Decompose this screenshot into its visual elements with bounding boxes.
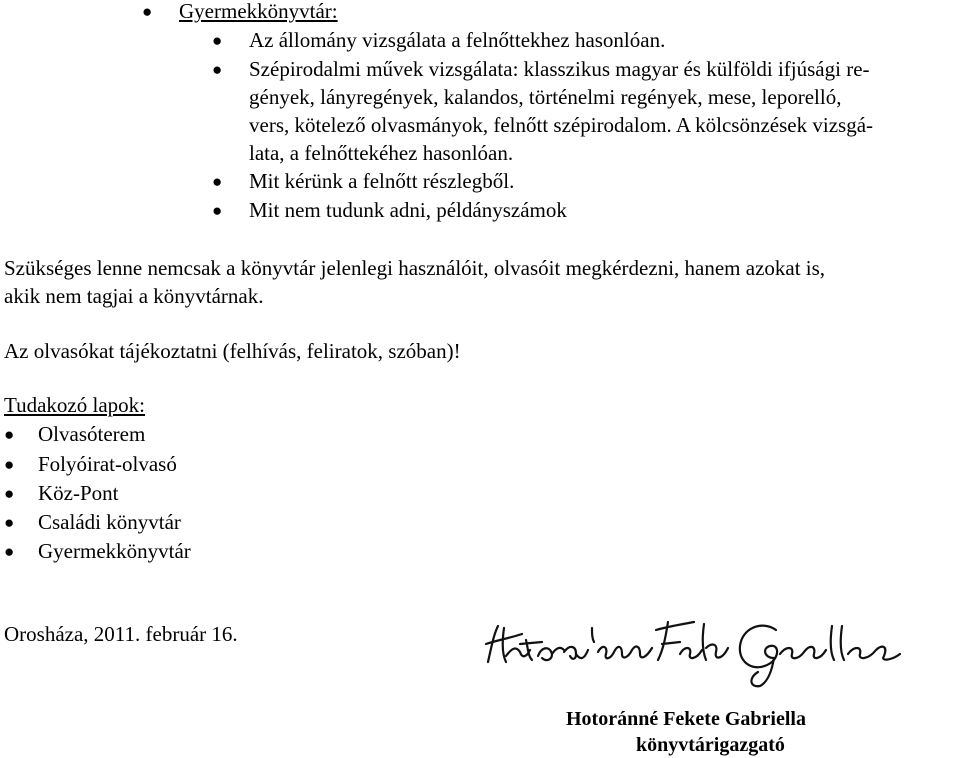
list-item-line: lata, a felnőttekéhez hasonlóan.: [249, 141, 514, 165]
bullet-icon: ●: [212, 201, 223, 220]
bullet-icon: ●: [142, 2, 153, 21]
list-item: Köz-Pont: [38, 481, 119, 505]
list-item: Gyermekkönyvtár: [38, 539, 191, 563]
list-item: Családi könyvtár: [38, 510, 181, 534]
bullet-icon: ●: [4, 513, 15, 532]
list-item-line: vers, kötelező olvasmányok, felnőtt szépirodalom. A kölcsönzések vizsgá-: [249, 113, 874, 137]
list-item: Az állomány vizsgálata a felnőttekhez hasonlóan.: [249, 28, 666, 52]
paragraph-line: Az olvasókat tájékoztatni (felhívás, feliratok, szóban)!: [4, 339, 461, 363]
bullet-icon: ●: [212, 60, 223, 79]
bullet-icon: ●: [4, 425, 15, 444]
bullet-icon: ●: [4, 484, 15, 503]
paragraph-line: Szükséges lenne nemcsak a könyvtár jelenlegi használóit, olvasóit megkérdezni, hanem azokat is,: [4, 256, 826, 280]
list-item: Folyóirat-olvasó: [38, 452, 177, 476]
list-item: Olvasóterem: [38, 422, 146, 446]
signer-name: Hotoránné Fekete Gabriella: [566, 708, 806, 730]
bullet-icon: ●: [212, 31, 223, 50]
list-item-line: gények, lányregények, kalandos, történelmi regények, mese, leporelló,: [249, 85, 842, 109]
bullet-icon: ●: [212, 172, 223, 191]
list-item-line: Szépirodalmi művek vizsgálata: klasszikus magyar és külföldi ifjúsági re-: [249, 57, 870, 81]
bullet-icon: ●: [4, 455, 15, 474]
section-title-tudakozo: Tudakozó lapok:: [4, 393, 145, 417]
list-item: Mit nem tudunk adni, példányszámok: [249, 198, 567, 222]
section-title-gyermekkonyvtar: Gyermekkönyvtár:: [179, 0, 338, 23]
signer-title: könyvtárigazgató: [636, 734, 785, 756]
handwritten-signature: [480, 604, 915, 690]
list-item: Mit kérünk a felnőtt részlegből.: [249, 169, 515, 193]
bullet-icon: ●: [4, 542, 15, 561]
place-date: Orosháza, 2011. február 16.: [4, 622, 238, 646]
paragraph-line: akik nem tagjai a könyvtárnak.: [4, 284, 264, 308]
